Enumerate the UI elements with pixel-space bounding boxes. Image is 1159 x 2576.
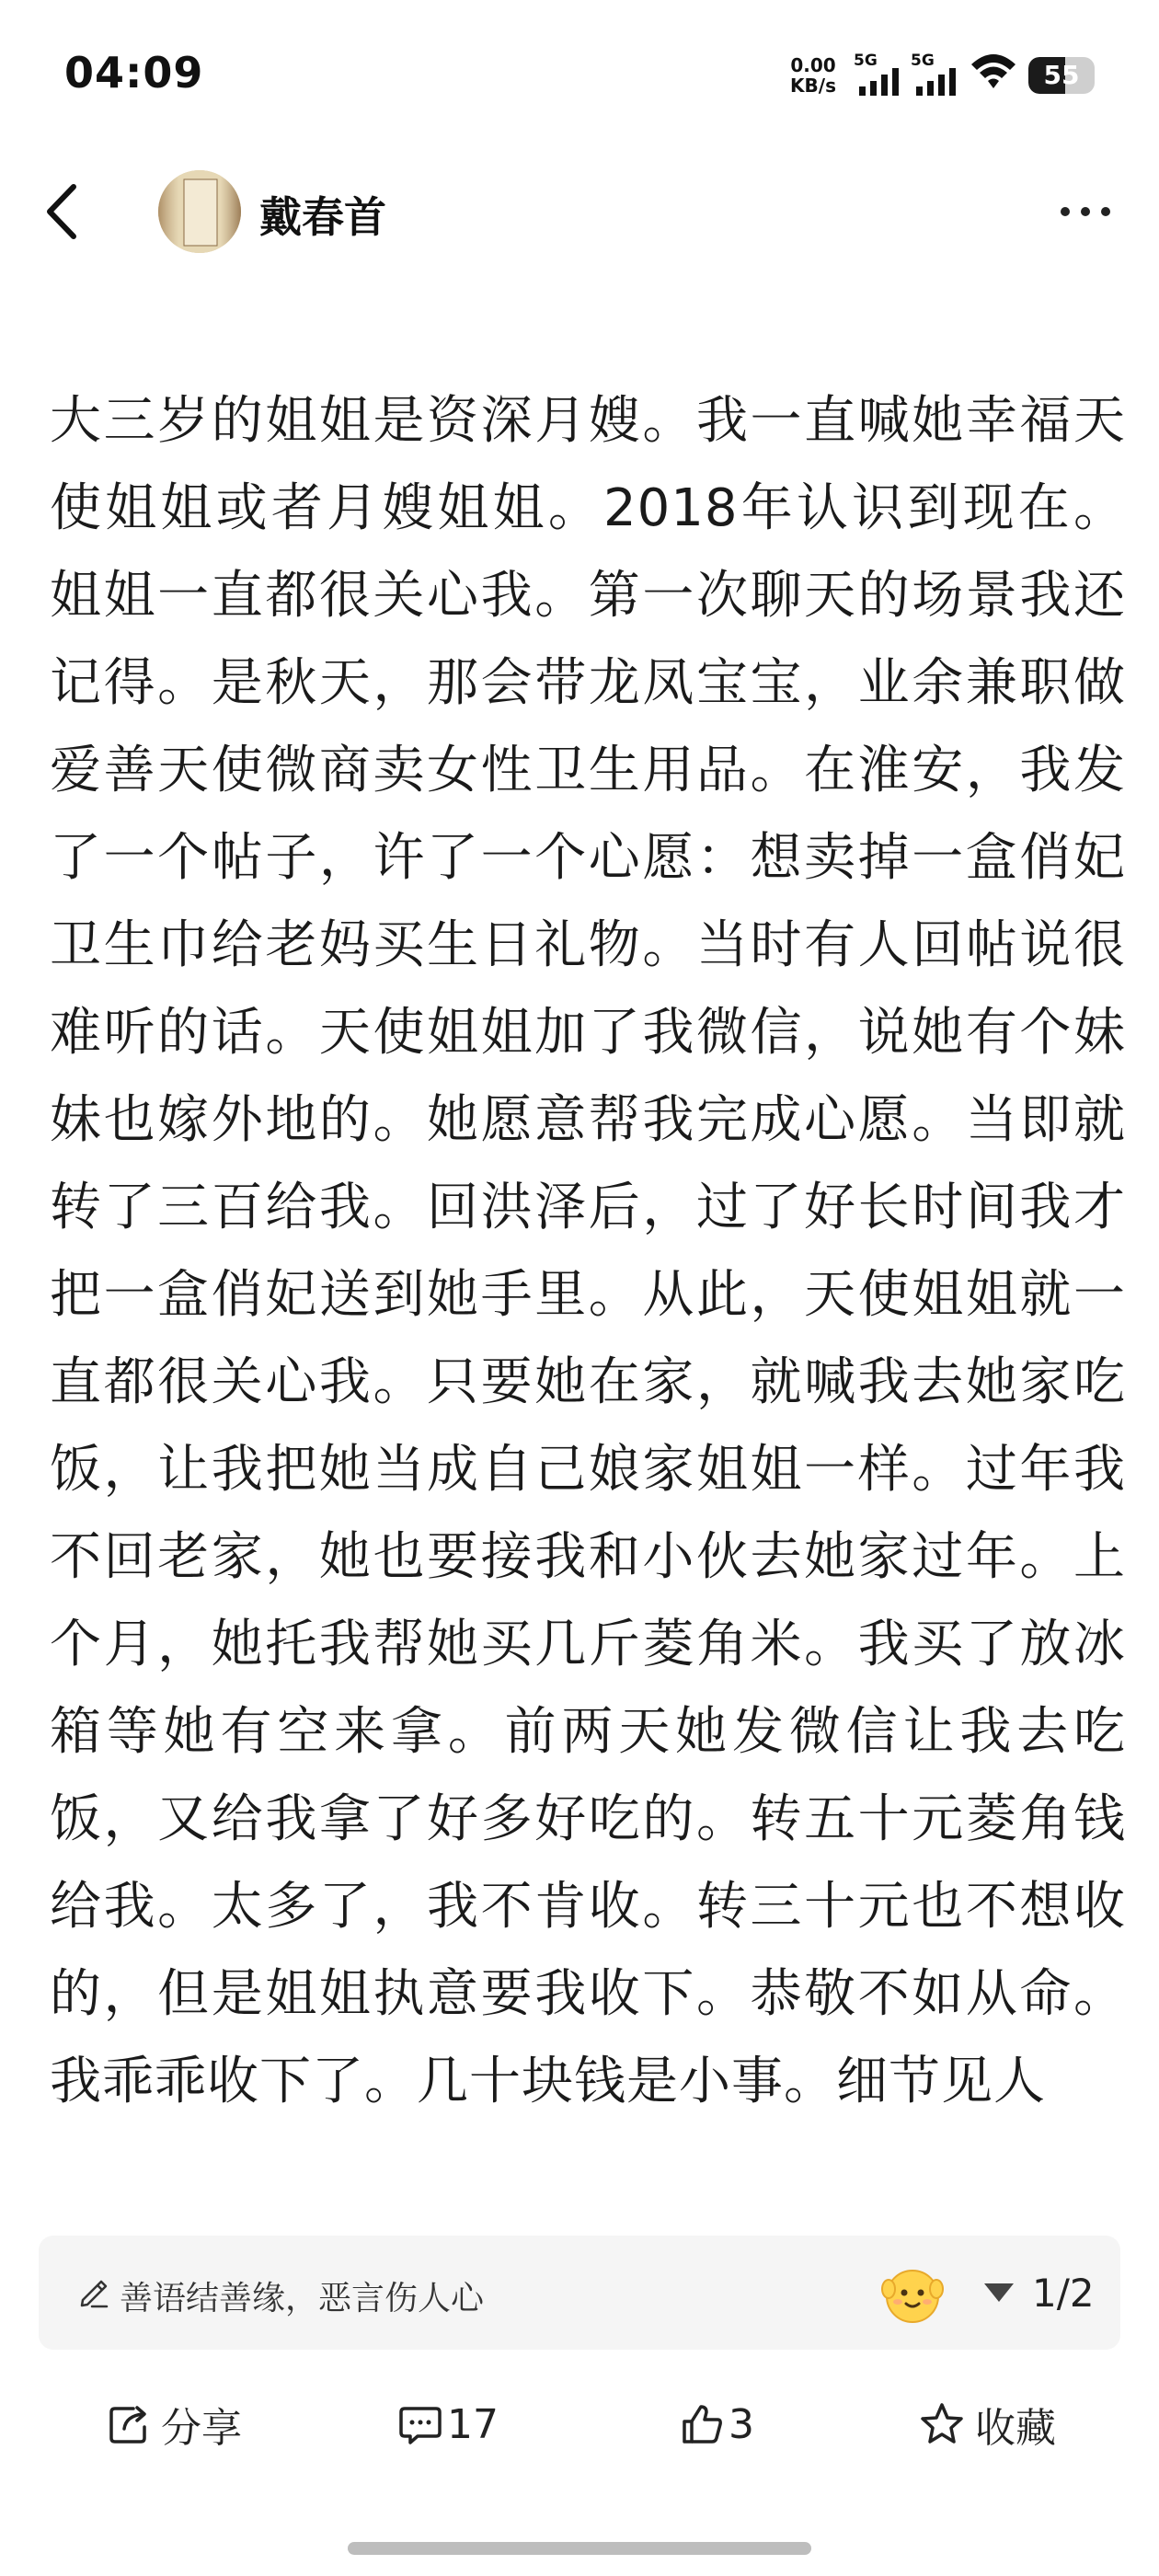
chevron-left-icon[interactable] [37, 179, 92, 244]
network-speed-unit: KB/s [790, 75, 836, 97]
status-bar [0, 0, 1159, 156]
sim1-signal-icon [854, 53, 905, 96]
post-text: 大三岁的姐姐是资深月嫂。我一直喊她幸福天使姐姐或者月嫂姐姐。2018年认识到现在。姐姐一直都很关心我。第一次聊天的场景我还记得。是秋天，那会带龙凤宝宝，业余兼职做爱善天使微商卖女性卫生用品。在淮安，我发了一个帖子，许了一个心愿：想卖掉一盒俏妃卫生巾给老妈买生日礼物。当时有人回帖说很难听的话。天使姐姐加了我微信，说她有个妹妹也嫁外地的。她愿意帮我完成心愿。当即就转了三百给我。回洪泽后，过了好长时间我才把一盒俏妃送到她手里。从此，天使姐姐就一直都很关心我。只要她在家，就喊我去她家吃饭，让我把她当成自己娘家姐姐一样。过年我不回老家，她也要接我和小伙去她家过年。上个月，她托我帮她买几斤菱角米。我买了放冰箱等她有空来拿。前两天她发微信让我去吃饭，又给我拿了好多好吃的。转五十元菱角钱给我。太多了，我不肯收。转三十元也不想收的，但是姐姐执意要我收下。恭敬不如从命。我乖乖收下了。几十块钱是小事。细节见人 [50, 391, 1126, 2111]
page-indicator[interactable]: 1/2 [1032, 2271, 1095, 2316]
comment-icon [397, 2401, 443, 2447]
status-time: 04:09 [64, 48, 204, 98]
star-icon [918, 2401, 966, 2447]
sim1-label: 5G [854, 52, 878, 70]
favorite-button[interactable] [918, 2392, 1056, 2456]
network-speed-value: 0.00 [790, 54, 836, 76]
comment-button[interactable] [397, 2392, 499, 2456]
share-button[interactable] [106, 2392, 242, 2456]
favorite-label: 收藏 [975, 2405, 1056, 2452]
like-count: 3 [729, 2400, 754, 2448]
pencil-icon [75, 2272, 112, 2309]
sim2-signal-icon [911, 53, 962, 96]
sim2-label: 5G [911, 52, 935, 70]
battery-percentage: 55 [1043, 60, 1080, 90]
wifi-icon [970, 50, 1017, 92]
username[interactable]: 戴春首 [259, 192, 386, 242]
emoji-face-icon[interactable] [878, 2261, 947, 2326]
post-content [50, 377, 1126, 2194]
comment-input[interactable] [39, 2236, 1120, 2350]
home-indicator[interactable] [348, 2542, 811, 2555]
share-icon [106, 2401, 152, 2447]
like-button[interactable] [679, 2392, 754, 2456]
avatar-image [158, 170, 241, 253]
avatar[interactable] [158, 170, 241, 253]
more-horizontal-icon[interactable] [1049, 189, 1122, 235]
battery-icon [1028, 57, 1095, 94]
comment-placeholder: 善语结善缘，恶言伤人心 [120, 2280, 485, 2317]
thumbs-up-icon [679, 2401, 725, 2447]
share-label: 分享 [161, 2405, 242, 2452]
post-header [0, 156, 1159, 271]
caret-down-icon[interactable] [984, 2283, 1014, 2302]
network-speed [787, 55, 839, 96]
comment-count: 17 [447, 2400, 499, 2448]
action-bar [0, 2374, 1159, 2475]
